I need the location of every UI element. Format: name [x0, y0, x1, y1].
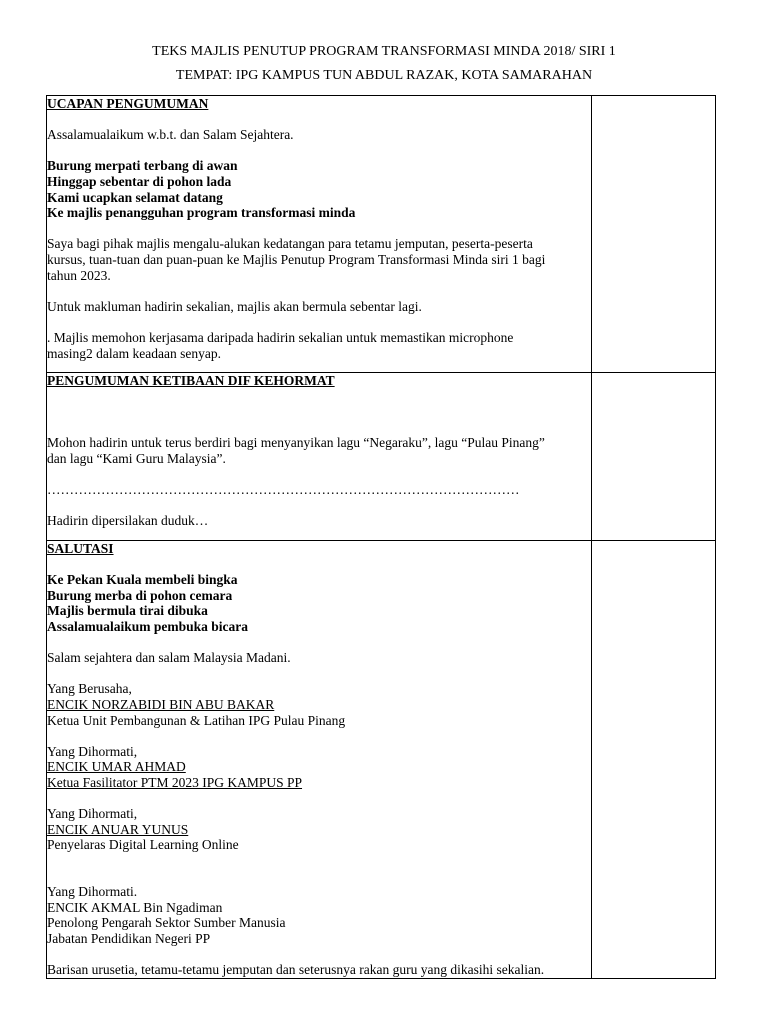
closing-paragraph: Barisan urusetia, tetamu-tetamu jemputan dan seterusnya rakan guru yang dikasihi sekalian.	[47, 962, 545, 978]
dignitary-name: ENCIK ANUAR YUNUS	[47, 821, 189, 837]
greeting-text: Assalamualaikum w.b.t. dan Salam Sejahtera.	[47, 127, 294, 143]
dignitary-honorific: Yang Berusaha,	[47, 681, 132, 697]
pantun-line: Ke Pekan Kuala membeli bingka	[47, 572, 238, 588]
pantun-line: Burung merba di pohon cemara	[47, 587, 233, 603]
pantun-line: Assalamualaikum pembuka bicara	[47, 618, 249, 634]
section-heading: PENGUMUMAN KETIBAAN DIF KEHORMAT	[47, 373, 335, 388]
dignitary-honorific: Yang Dihormati,	[47, 806, 138, 822]
dignitary-honorific: Yang Dihormati.	[47, 884, 138, 900]
pantun-line: Ke majlis penangguhan program transformasi minda	[47, 205, 356, 221]
pantun-line: Majlis bermula tirai dibuka	[47, 603, 208, 619]
table-row	[47, 96, 716, 373]
salam-text: Salam sejahtera dan salam Malaysia Madani.	[47, 650, 291, 666]
dignitary-role: Ketua Unit Pembangunan & Latihan IPG Pulau Pinang	[47, 712, 346, 728]
dignitary-honorific: Yang Dihormati,	[47, 743, 138, 759]
section-heading: UCAPAN PENGUMUMAN	[47, 96, 209, 111]
notice-paragraph: Untuk makluman hadirin sekalian, majlis akan bermula sebentar lagi.	[47, 298, 422, 314]
section-salutasi	[47, 541, 592, 979]
table-row	[47, 541, 716, 979]
section-ketibaan-dif	[47, 373, 592, 541]
pantun-line: Burung merpati terbang di awan	[47, 158, 238, 174]
dignitary-role: Penolong Pengarah Sektor Sumber Manusia	[47, 915, 286, 931]
dignitary-role: Ketua Fasilitator PTM 2023 IPG KAMPUS PP	[47, 774, 303, 790]
welcome-paragraph: Saya bagi pihak majlis mengalu-alukan kedatangan para tetamu jemputan, peserta-peserta kursus, tuan-tuan dan puan-puan ke Majlis Penutup Program Transformasi Minda siri 1 bagi tahun 2023.	[47, 236, 546, 283]
pantun-line: Hinggap sebentar di pohon lada	[47, 173, 232, 189]
document-title: TEKS MAJLIS PENUTUP PROGRAM TRANSFORMASI MINDA 2018/ SIRI 1	[152, 44, 616, 59]
section-ucapan-pengumuman	[47, 96, 592, 373]
pantun-line: Kami ucapkan selamat datang	[47, 189, 223, 205]
dignitary-role: Penyelaras Digital Learning Online	[47, 837, 239, 853]
dignitary-name: ENCIK UMAR AHMAD	[47, 759, 186, 775]
dignitary-department: Jabatan Pendidikan Negeri PP	[47, 930, 211, 946]
dignitary-name: ENCIK NORZABIDI BIN ABU BAKAR	[47, 696, 275, 712]
microphone-paragraph: . Majlis memohon kerjasama daripada hadirin sekalian untuk memastikan microphone masing2 dalam keadaan senyap.	[47, 329, 514, 361]
notes-cell	[592, 373, 716, 541]
script-table	[46, 95, 716, 979]
section-heading: SALUTASI	[47, 541, 114, 556]
document-venue: TEMPAT: IPG KAMPUS TUN ABDUL RAZAK, KOTA SAMARAHAN	[175, 68, 593, 83]
notes-cell	[592, 96, 716, 373]
notes-cell	[592, 541, 716, 979]
table-row	[47, 373, 716, 541]
dotted-line: ……………………………………………………………………………………………	[47, 482, 520, 498]
seated-text: Hadirin dipersilakan duduk…	[47, 513, 209, 529]
anthem-paragraph: Mohon hadirin untuk terus berdiri bagi menyanyikan lagu “Negaraku”, lagu “Pulau Pinang” dan lagu “Kami Guru Malaysia”.	[47, 435, 545, 466]
dignitary-name: ENCIK AKMAL Bin Ngadiman	[47, 899, 223, 915]
